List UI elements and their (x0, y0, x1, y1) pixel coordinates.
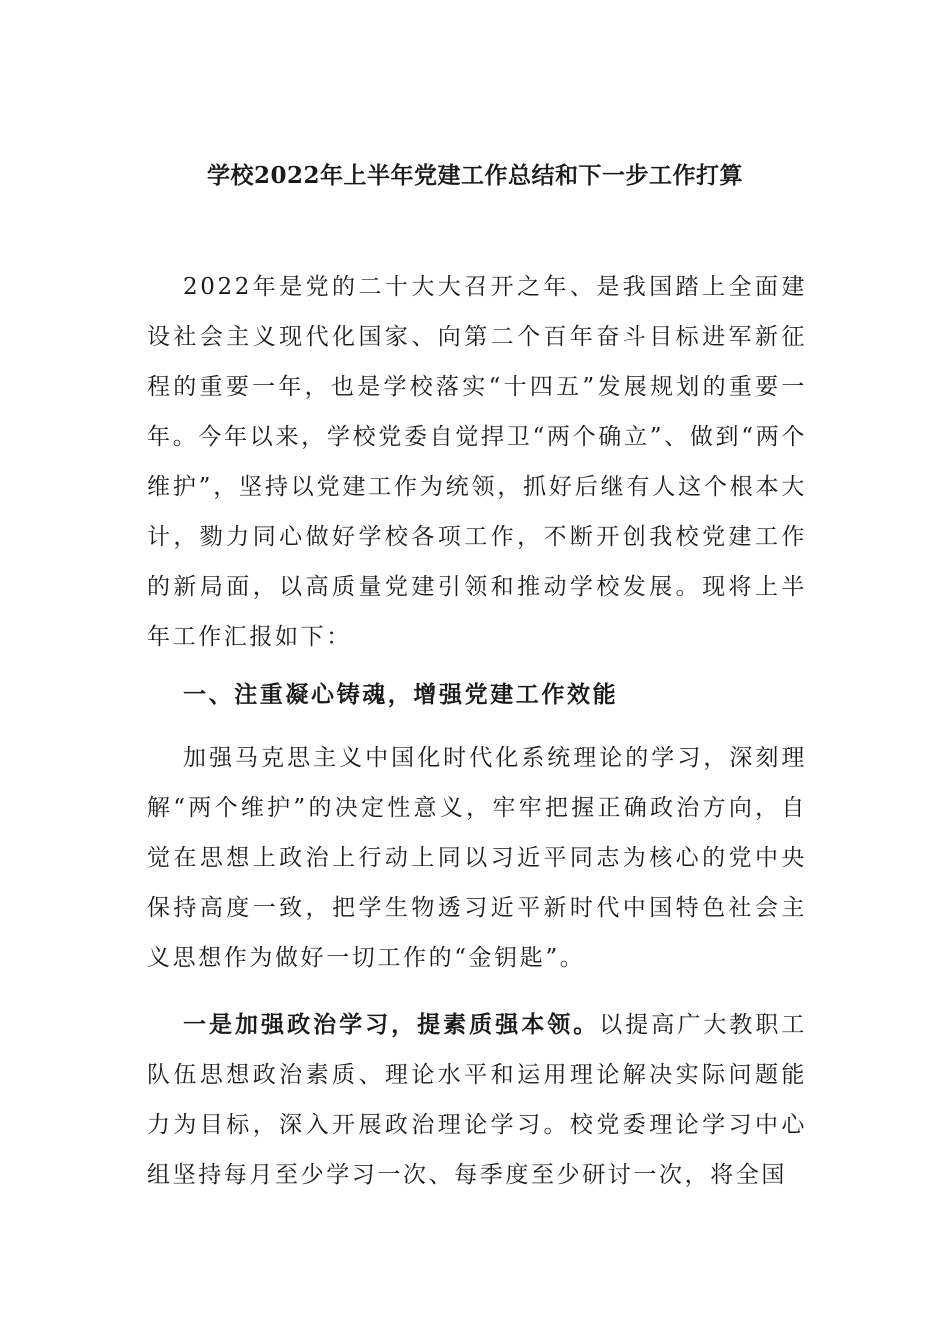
paragraph-item-1-lead: 一是加强政治学习，提素质强本领。 (183, 1011, 600, 1038)
section-heading-1: 一、注重凝心铸魂，增强党建工作效能 (183, 681, 619, 708)
paragraph-section-1: 加强马克思主义中国化时代化系统理论的学习，深刻理解“两个维护”的决定性意义，牢牢把握正确政治方向，自觉在思想上政治上行动上同以习近平同志为核心的党中央保持高度一致，把学生物透习近平新时代中国特色社会主义思想作为做好一切工作的“金钥匙”。 (147, 745, 807, 971)
document-title: 学校2022年上半年党建工作总结和下一步工作打算 (206, 162, 743, 189)
paragraph-intro: 2022年是党的二十大大召开之年、是我国踏上全面建设社会主义现代化国家、向第二个百年奋斗目标进军新征程的重要一年，也是学校落实“十四五”发展规划的重要一年。今年以来，学校党委自觉捍卫“两个确立”、做到“两个维护”，坚持以党建工作为统领，抓好后继有人这个根本大计，勠力同心做好学校各项工作，不断开创我校党建工作的新局面，以高质量党建引领和推动学校发展。现将上半年工作汇报如下： (147, 274, 807, 650)
paragraph-item-1-body: 以提高广大教职工队伍思想政治素质、理论水平和运用理论解决实际问题能力为目标，深入开展政治理论学习。校党委理论学习中心组坚持每月至少学习一次、每季度至少研讨一次，将全国 (147, 1012, 807, 1188)
paragraph-item-1 (147, 1000, 807, 1200)
